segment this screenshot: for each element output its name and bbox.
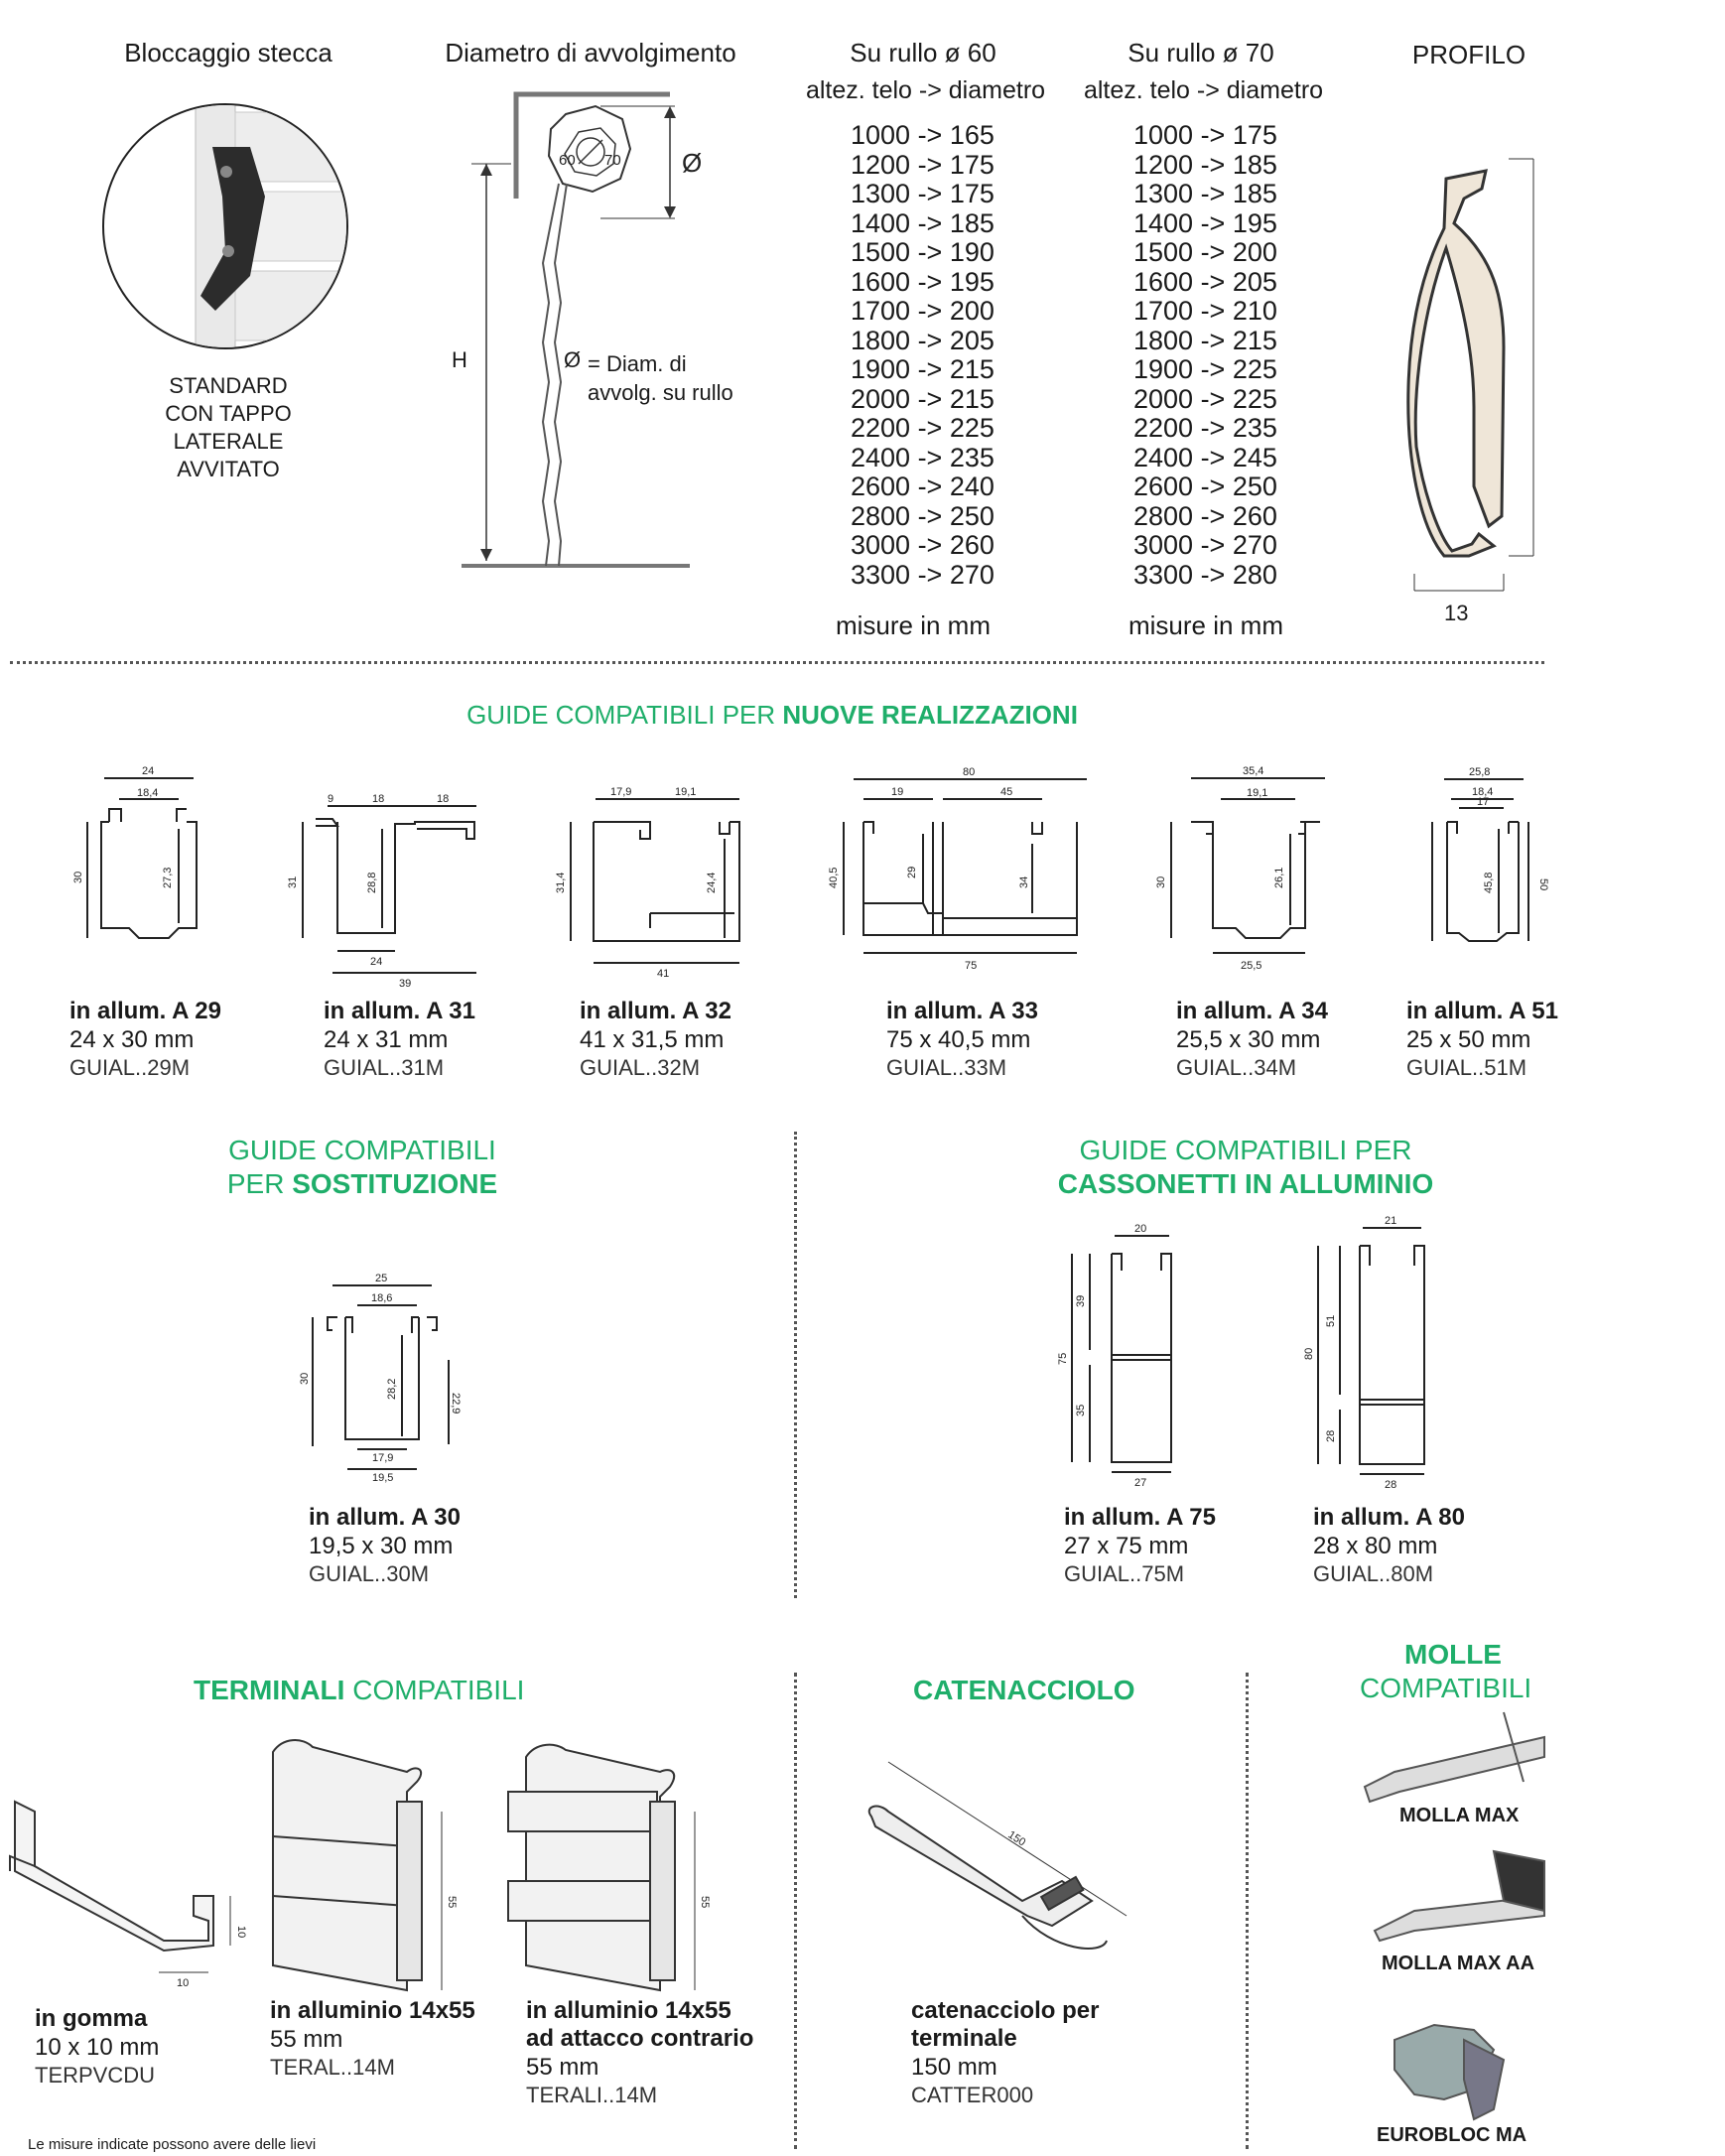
item-name: in alluminio 14x55 <box>526 1997 731 2024</box>
svg-text:18,4: 18,4 <box>1472 786 1494 798</box>
terminali-item-gomma <box>35 2005 159 2089</box>
table-row: 2200 -> 225 <box>851 413 995 443</box>
svg-text:27: 27 <box>1134 1477 1147 1489</box>
table-row: 1700 -> 210 <box>1133 296 1277 326</box>
table-row: 2000 -> 215 <box>851 383 995 414</box>
item-size: 55 mm <box>270 2026 343 2053</box>
winding-diagram <box>452 84 794 586</box>
molla-max-aa-label: MOLLA MAX AA <box>1382 1953 1535 1974</box>
catenacciolo-dim: 150 <box>1005 1828 1028 1849</box>
svg-text:18,4: 18,4 <box>137 787 159 799</box>
rullo70-subtitle: altez. telo -> diametro <box>1083 76 1324 104</box>
item-name: ad attacco contrario <box>526 2025 754 2052</box>
table-row: 3300 -> 270 <box>851 559 995 590</box>
item-code: GUIAL..75M <box>1064 1561 1185 1586</box>
table-row: 1400 -> 185 <box>851 207 995 238</box>
item-name: in allum. A 33 <box>886 998 1038 1024</box>
svg-text:75: 75 <box>1057 1352 1069 1365</box>
item-name: in allum. A 75 <box>1064 1504 1216 1531</box>
svg-text:18: 18 <box>372 793 385 805</box>
item-name: in gomma <box>35 2005 148 2032</box>
svg-text:17: 17 <box>1477 796 1490 808</box>
svg-text:35,4: 35,4 <box>1243 765 1264 777</box>
diam-60-label: 60 <box>559 152 576 169</box>
svg-text:39: 39 <box>399 978 412 990</box>
title-light: COMPATIBILI <box>344 1675 525 1705</box>
bloccaggio-caption <box>129 372 328 483</box>
bloccaggio-photo <box>101 102 349 350</box>
item-name: catenacciolo per <box>911 1997 1100 2024</box>
title-bold: SOSTITUZIONE <box>292 1168 498 1199</box>
item-name: in allum. A 29 <box>69 998 221 1024</box>
svg-text:55: 55 <box>446 1896 458 1909</box>
svg-text:31: 31 <box>287 876 299 888</box>
table-row: 1700 -> 200 <box>851 296 995 326</box>
svg-text:30: 30 <box>1155 876 1167 888</box>
svg-text:19,5: 19,5 <box>372 1472 394 1484</box>
svg-text:21: 21 <box>1385 1215 1397 1227</box>
table-row: 1300 -> 175 <box>851 179 995 208</box>
h-label: H <box>452 347 467 372</box>
item-code: GUIAL..29M <box>69 1055 191 1080</box>
terminali-item-alu-contrario <box>526 1997 753 2108</box>
svg-text:25: 25 <box>375 1273 388 1284</box>
item-code: CATTER000 <box>911 2083 1034 2107</box>
title-bold: CASSONETTI IN ALLUMINIO <box>1057 1168 1434 1199</box>
svg-text:25,8: 25,8 <box>1469 766 1491 778</box>
divider <box>794 1132 797 1598</box>
terminali-item-alu <box>270 1997 475 2081</box>
svg-text:25,5: 25,5 <box>1241 960 1262 972</box>
nuove-title <box>0 700 1725 731</box>
svg-text:24: 24 <box>370 956 383 968</box>
item-size: 28 x 80 mm <box>1313 1533 1438 1559</box>
title-bold: TERMINALI <box>194 1675 345 1705</box>
item-size: 27 x 75 mm <box>1064 1533 1189 1559</box>
svg-text:19,1: 19,1 <box>675 786 697 798</box>
molle-drawings <box>1355 1712 1544 2139</box>
table-row: 2200 -> 235 <box>1133 413 1277 443</box>
profilo-drawing <box>1394 159 1543 606</box>
table-row: 1400 -> 195 <box>1133 207 1277 238</box>
svg-text:51: 51 <box>1325 1314 1337 1327</box>
table-row: 1200 -> 175 <box>851 149 995 180</box>
diametro-title: Diametro di avvolgimento <box>445 38 736 67</box>
rullo60-table <box>851 121 995 590</box>
rullo70-table <box>1133 121 1277 590</box>
table-row: 2400 -> 235 <box>851 442 995 472</box>
cassonetti-drawings <box>1042 1216 1459 1494</box>
svg-text:28: 28 <box>1385 1479 1397 1491</box>
table-row: 2800 -> 260 <box>1133 500 1277 531</box>
diam-70-label: 70 <box>604 152 621 169</box>
svg-text:9: 9 <box>328 793 334 805</box>
rullo60-subtitle: altez. telo -> diametro <box>805 76 1046 104</box>
profilo-title: PROFILO <box>1411 40 1526 69</box>
molla-max-label: MOLLA MAX <box>1399 1805 1520 1826</box>
item-size: 25 x 50 mm <box>1406 1026 1531 1053</box>
svg-text:10: 10 <box>177 1977 190 1989</box>
table-row: 3300 -> 280 <box>1133 559 1277 590</box>
units-note-70: misure in mm <box>1128 610 1283 640</box>
caption-line: AVVITATO <box>177 457 280 481</box>
table-row: 1900 -> 215 <box>851 354 995 384</box>
item-code: GUIAL..30M <box>309 1561 430 1586</box>
rullo70-title: Su rullo ø 70 <box>1128 38 1274 67</box>
cassonetti-item-a75 <box>1064 1504 1216 1587</box>
nuove-item-a51 <box>1406 998 1558 1081</box>
item-name: in alluminio 14x55 <box>270 1997 475 2024</box>
svg-text:19: 19 <box>891 786 904 798</box>
legend-line: avvolg. su rullo <box>588 380 733 405</box>
table-row: 1800 -> 215 <box>1133 325 1277 355</box>
footnote: Le misure indicate possono avere delle lievi <box>28 2136 317 2153</box>
item-size: 75 x 40,5 mm <box>886 1026 1031 1053</box>
nuove-item-a29 <box>69 998 221 1081</box>
molle-title <box>1360 1638 1544 1705</box>
item-code: GUIAL..34M <box>1176 1055 1297 1080</box>
svg-text:17,9: 17,9 <box>372 1452 394 1464</box>
svg-text:34: 34 <box>1018 876 1030 888</box>
nuove-title-light: GUIDE COMPATIBILI PER <box>466 700 783 730</box>
item-size: 10 x 10 mm <box>35 2034 160 2061</box>
diam-legend-symbol: Ø <box>564 347 582 372</box>
item-name: in allum. A 30 <box>309 1504 461 1531</box>
item-code: GUIAL..33M <box>886 1055 1007 1080</box>
nuove-title-bold: NUOVE REALIZZAZIONI <box>782 700 1078 730</box>
table-row: 1600 -> 195 <box>851 266 995 297</box>
svg-text:80: 80 <box>963 766 976 778</box>
diam-legend <box>588 349 733 407</box>
svg-text:24: 24 <box>142 765 155 777</box>
item-code: TERAL..14M <box>270 2055 395 2080</box>
sostituzione-item-a30 <box>309 1504 461 1587</box>
svg-text:35: 35 <box>1075 1404 1087 1416</box>
svg-text:18,6: 18,6 <box>371 1292 393 1304</box>
divider <box>794 1673 797 2149</box>
table-row: 1200 -> 185 <box>1133 149 1277 180</box>
item-name: in allum. A 31 <box>324 998 475 1024</box>
svg-text:22,9: 22,9 <box>450 1393 462 1415</box>
svg-text:55: 55 <box>699 1896 711 1909</box>
item-size: 24 x 31 mm <box>324 1026 449 1053</box>
table-row: 1000 -> 165 <box>851 120 995 150</box>
terminali-title <box>194 1675 524 1706</box>
title-line: GUIDE COMPATIBILI <box>228 1135 496 1165</box>
profilo-width: 13 <box>1444 601 1469 625</box>
svg-text:28,2: 28,2 <box>386 1378 398 1400</box>
item-code: GUIAL..51M <box>1406 1055 1527 1080</box>
table-row: 1300 -> 185 <box>1133 179 1277 208</box>
svg-text:26,1: 26,1 <box>1273 867 1285 888</box>
catenacciolo-title: CATENACCIOLO <box>913 1675 1135 1705</box>
item-code: TERPVCDU <box>35 2063 156 2088</box>
item-size: 55 mm <box>526 2054 599 2081</box>
svg-text:28,8: 28,8 <box>366 872 378 893</box>
svg-text:30: 30 <box>299 1372 311 1385</box>
nuove-item-a34 <box>1176 998 1328 1081</box>
cassonetti-title <box>1002 1134 1489 1201</box>
sostituzione-title <box>199 1134 526 1201</box>
eurobloc-label: EUROBLOC MA <box>1377 2124 1527 2146</box>
nuove-drawings <box>0 754 1549 993</box>
item-size: 41 x 31,5 mm <box>580 1026 725 1053</box>
svg-text:28: 28 <box>1325 1429 1337 1442</box>
svg-text:20: 20 <box>1134 1223 1147 1235</box>
legend-line: = Diam. di <box>588 351 687 376</box>
item-code: GUIAL..31M <box>324 1055 445 1080</box>
title-light: PER <box>226 1168 293 1199</box>
svg-text:50: 50 <box>1537 878 1549 891</box>
item-name: in allum. A 34 <box>1176 998 1328 1024</box>
rullo60-title: Su rullo ø 60 <box>850 38 996 67</box>
table-row: 2600 -> 240 <box>851 472 995 501</box>
svg-text:18: 18 <box>437 793 450 805</box>
terminali-drawings <box>0 1732 784 2000</box>
svg-text:10: 10 <box>235 1926 247 1939</box>
nuove-item-a33 <box>886 998 1038 1081</box>
table-row: 1600 -> 205 <box>1133 266 1277 297</box>
item-name: in allum. A 80 <box>1313 1504 1465 1531</box>
item-code: TERALI..14M <box>526 2083 658 2107</box>
caption-line: STANDARD <box>169 373 288 398</box>
item-size: 19,5 x 30 mm <box>309 1533 454 1559</box>
svg-text:45: 45 <box>1000 786 1013 798</box>
table-row: 2800 -> 250 <box>851 500 995 531</box>
svg-text:19,1: 19,1 <box>1247 787 1268 799</box>
bloccaggio-title: Bloccaggio stecca <box>124 38 332 67</box>
nuove-item-a31 <box>324 998 475 1081</box>
caption-line: CON TAPPO <box>165 401 292 426</box>
nuove-item-a32 <box>580 998 731 1081</box>
table-row: 1800 -> 205 <box>851 325 995 355</box>
item-name: in allum. A 32 <box>580 998 731 1024</box>
svg-text:24,4: 24,4 <box>706 872 718 893</box>
item-code: GUIAL..80M <box>1313 1561 1434 1586</box>
title-line: GUIDE COMPATIBILI PER <box>1079 1135 1412 1165</box>
item-size: 24 x 30 mm <box>69 1026 195 1053</box>
table-row: 2400 -> 245 <box>1133 442 1277 472</box>
svg-text:30: 30 <box>72 871 84 883</box>
svg-text:41: 41 <box>657 968 670 980</box>
title-bold: MOLLE <box>1404 1639 1502 1670</box>
item-code: GUIAL..32M <box>580 1055 701 1080</box>
table-row: 1900 -> 225 <box>1133 354 1277 384</box>
units-note-60: misure in mm <box>835 610 991 640</box>
svg-text:75: 75 <box>965 960 978 972</box>
svg-text:45,8: 45,8 <box>1483 872 1495 893</box>
svg-text:39: 39 <box>1075 1294 1087 1307</box>
table-row: 1500 -> 190 <box>851 237 995 267</box>
divider <box>10 661 1544 664</box>
divider <box>1246 1673 1249 2149</box>
svg-text:80: 80 <box>1303 1347 1315 1360</box>
table-row: 1500 -> 200 <box>1133 237 1277 267</box>
svg-text:31,4: 31,4 <box>555 872 567 893</box>
title-light: COMPATIBILI <box>1360 1673 1532 1703</box>
table-row: 3000 -> 260 <box>851 530 995 560</box>
catenacciolo-item <box>911 1997 1099 2108</box>
table-row: 2600 -> 250 <box>1133 472 1277 501</box>
svg-text:27,3: 27,3 <box>162 867 174 888</box>
svg-text:29: 29 <box>906 866 918 878</box>
table-row: 3000 -> 270 <box>1133 530 1277 560</box>
item-size: 150 mm <box>911 2054 997 2081</box>
catenacciolo-drawing <box>854 1742 1151 1970</box>
cassonetti-item-a80 <box>1313 1504 1465 1587</box>
table-row: 2000 -> 225 <box>1133 383 1277 414</box>
svg-text:40,5: 40,5 <box>828 867 840 888</box>
table-row: 1000 -> 175 <box>1133 120 1277 150</box>
item-name: in allum. A 51 <box>1406 998 1558 1024</box>
item-name: terminale <box>911 2025 1017 2052</box>
svg-text:17,9: 17,9 <box>610 786 632 798</box>
diam-symbol: Ø <box>682 148 703 178</box>
a30-drawing <box>298 1266 476 1484</box>
item-size: 25,5 x 30 mm <box>1176 1026 1321 1053</box>
caption-line: LATERALE <box>173 429 284 454</box>
